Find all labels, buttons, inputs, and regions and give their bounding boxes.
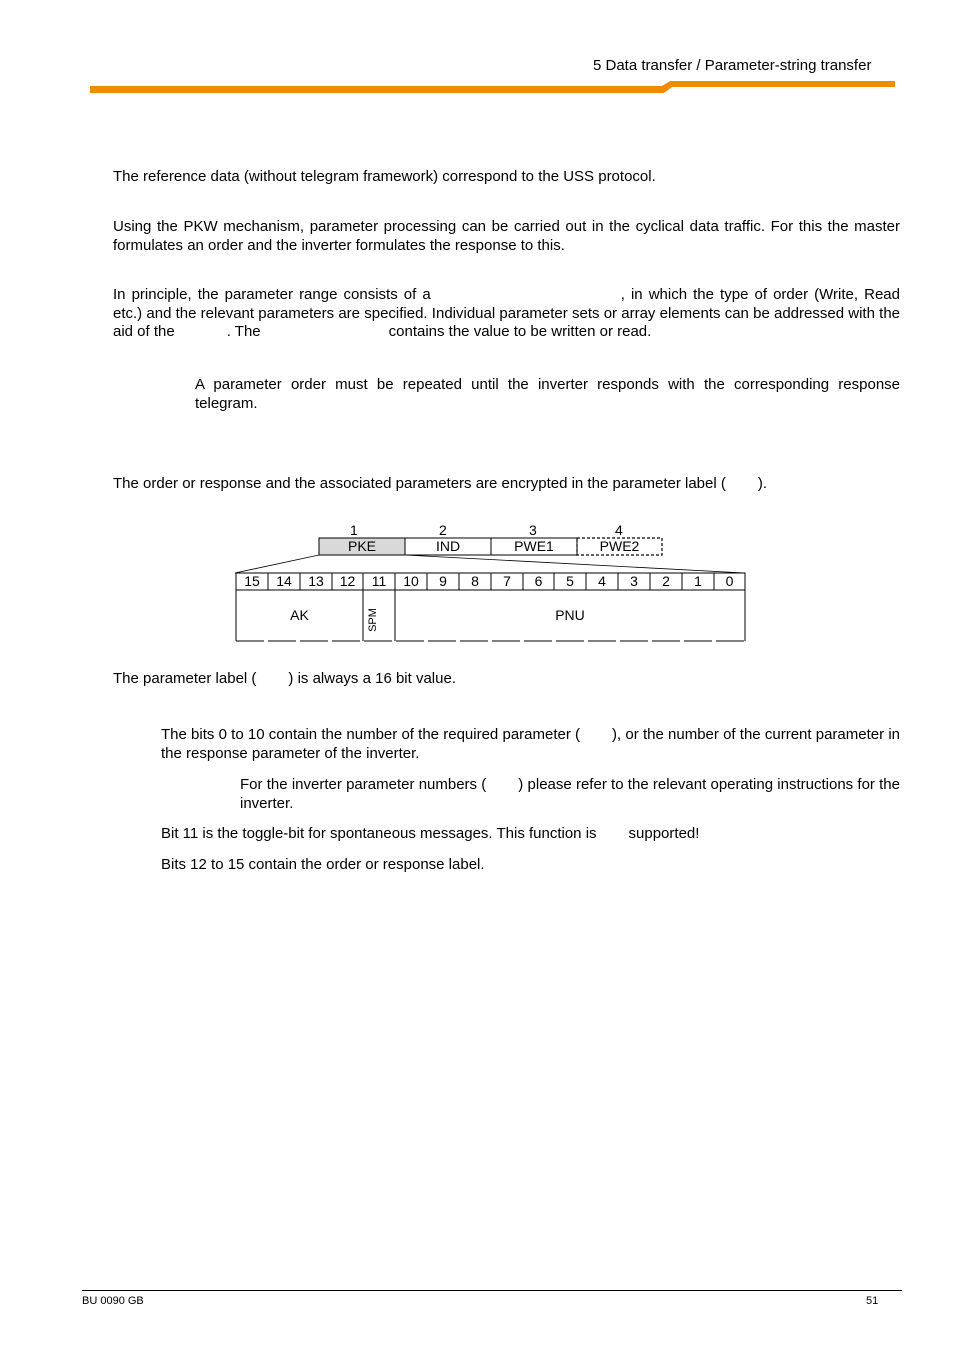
- bullet-bits-0-10: [161, 726, 900, 763]
- p3-part-c: . The: [226, 323, 261, 340]
- word-ind: IND: [435, 538, 461, 554]
- bit-10: 10: [403, 573, 419, 589]
- bit-8: 8: [471, 573, 479, 589]
- bit-9: 9: [439, 573, 447, 589]
- bit-6: 6: [534, 573, 543, 589]
- b1-part-b: ), or the number of the current parameter in the response parameter of the inverter.: [161, 726, 900, 762]
- note-repeat-order: A parameter order must be repeated until the inverter responds with the corresponding response telegram.: [195, 376, 900, 412]
- footer-rule: [82, 1290, 902, 1291]
- paragraph-parameter-range: [113, 286, 900, 342]
- word-number-1: 1: [350, 522, 358, 538]
- header-accent-rule: [90, 80, 895, 96]
- b2-part-b: supported!: [628, 825, 700, 842]
- b2-part-a: Bit 11 is the toggle-bit for spontaneous messages. This function is: [161, 825, 597, 842]
- paragraph-pkw-text: Using the PKW mechanism, parameter processing can be carried out in the cyclical data traffic. For this the master formulates an order and the inverter formulates the response to this.: [113, 218, 900, 254]
- paragraph-16-bit: [113, 670, 900, 689]
- bullet-bits-12-15: Bits 12 to 15 contain the order or response label.: [161, 856, 485, 873]
- bit-5: 5: [566, 573, 574, 589]
- bit-4: 4: [598, 573, 606, 589]
- p3-part-a: In principle, the parameter range consists of a: [113, 286, 431, 303]
- bit-1: 1: [694, 573, 702, 589]
- paragraph-parameter-label: [113, 475, 900, 494]
- note2-part-b: ) please refer to the relevant operating instructions for the inverter.: [240, 776, 900, 812]
- word-pwe2: PWE2: [599, 538, 640, 554]
- footer-page-number: 51: [866, 1295, 879, 1307]
- b1-part-a: The bits 0 to 10 contain the number of the required parameter (: [161, 726, 581, 743]
- section-header: 5 Data transfer / Parameter-string transfer: [593, 57, 872, 74]
- p4-part-b: ).: [757, 475, 768, 492]
- bit-15: 15: [244, 573, 260, 589]
- bit-2: 2: [662, 573, 670, 589]
- note2-part-a: For the inverter parameter numbers (: [240, 776, 487, 793]
- paragraph-pkw-mechanism: [113, 218, 900, 255]
- word-number-2: 2: [439, 522, 447, 538]
- footer-doc-id: BU 0090 GB: [82, 1295, 144, 1307]
- p4-part-a: The order or response and the associated parameters are encrypted in the parameter label (: [113, 475, 726, 492]
- pke-bit-diagram: [230, 518, 750, 648]
- bit-13: 13: [308, 573, 324, 589]
- word-number-3: 3: [529, 522, 537, 538]
- bullet-bit-11: [161, 825, 900, 844]
- field-spm: SPM: [367, 608, 379, 632]
- word-number-4: 4: [615, 522, 623, 538]
- p5-part-b: ) is always a 16 bit value.: [288, 670, 456, 687]
- p5-part-a: The parameter label (: [113, 670, 257, 687]
- word-pke: PKE: [347, 538, 376, 554]
- paragraph-reference-data: The reference data (without telegram framework) correspond to the USS protocol.: [113, 168, 656, 185]
- p3-part-b: , in which the type of order (Write, Read etc.) and the relevant parameters are specified. Individual parameter sets or array elements can be addressed with the aid of the: [113, 286, 900, 340]
- bit-14: 14: [276, 573, 292, 589]
- bit-3: 3: [630, 573, 638, 589]
- bit-0: 0: [725, 573, 734, 589]
- bit-7: 7: [503, 573, 511, 589]
- note-parameter-numbers: [240, 776, 900, 813]
- bit-11: 11: [371, 573, 387, 589]
- field-pnu: PNU: [555, 607, 585, 623]
- bit-12: 12: [339, 573, 356, 589]
- p3-part-d: contains the value to be written or read.: [388, 323, 652, 340]
- field-ak: AK: [290, 607, 309, 623]
- word-pwe1: PWE1: [514, 538, 554, 554]
